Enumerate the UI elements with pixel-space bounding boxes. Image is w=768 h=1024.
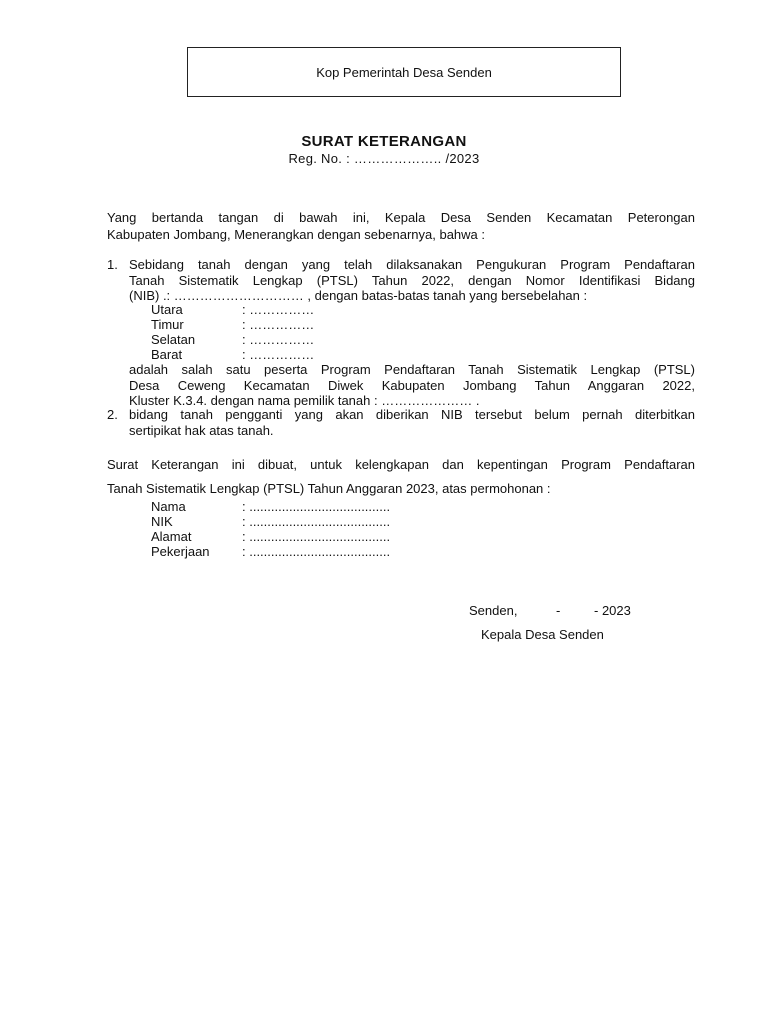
- list-item-1: [107, 257, 695, 304]
- opening-line: Yang bertanda tangan di bawah ini, Kepala Desa Senden Kecamatan Peterongan: [107, 210, 695, 225]
- boundary-row-selatan: [151, 332, 314, 347]
- boundary-label: Timur: [151, 317, 184, 332]
- opening-paragraph: [107, 209, 695, 243]
- closing-line: Tanah Sistematik Lengkap (PTSL) Tahun Anggaran 2023, atas permohonan :: [107, 481, 551, 496]
- applicant-row-alamat: [151, 529, 390, 544]
- list-number: 2.: [107, 407, 118, 422]
- document-title: SURAT KETERANGAN: [301, 133, 467, 150]
- item-line: bidang tanah pengganti yang akan diberikan NIB tersebut belum pernah diterbitkan: [129, 407, 695, 422]
- applicant-value: : .......................................: [242, 544, 391, 559]
- list-item-2: [107, 407, 695, 438]
- letterhead-text: Kop Pemerintah Desa Senden: [316, 64, 492, 80]
- list-item-1-continuation: [129, 362, 695, 409]
- applicant-row-nama: [151, 499, 390, 514]
- applicant-label: NIK: [151, 514, 173, 529]
- signature-year: - 2023: [594, 603, 631, 618]
- signature-date-dash: -: [556, 603, 561, 618]
- opening-line: Kabupaten Jombang, Menerangkan dengan sebenarnya, bahwa :: [107, 227, 486, 242]
- item-line: adalah salah satu peserta Program Pendaftaran Tanah Sistematik Lengkap (PTSL): [129, 362, 695, 377]
- applicant-value: : .......................................: [242, 514, 391, 529]
- applicant-label: Pekerjaan: [151, 544, 210, 559]
- applicant-row-nik: [151, 514, 390, 529]
- boundary-label: Selatan: [151, 332, 196, 347]
- applicant-label: Nama: [151, 499, 186, 514]
- applicant-value: : .......................................: [242, 499, 391, 514]
- boundary-value: : ……………: [242, 332, 315, 347]
- registration-number: Reg. No. : ……………….. /2023: [288, 151, 480, 166]
- item-line: Tanah Sistematik Lengkap (PTSL) Tahun 2022, dengan Nomor Identifikasi Bidang: [129, 272, 695, 288]
- boundary-row-utara: [151, 302, 314, 317]
- boundary-value: : ……………: [242, 347, 315, 362]
- closing-line: Surat Keterangan ini dibuat, untuk kelengkapan dan kepentingan Program Pendaftaran: [107, 457, 695, 472]
- boundary-value: : ……………: [242, 302, 315, 317]
- item-line: Sebidang tanah dengan yang telah dilaksanakan Pengukuran Program Pendaftaran: [129, 257, 695, 272]
- signature-place: Senden,: [469, 603, 518, 618]
- boundary-value: : ……………: [242, 317, 315, 332]
- signature-role: Kepala Desa Senden: [481, 627, 604, 642]
- boundary-row-barat: [151, 347, 314, 362]
- boundary-row-timur: [151, 317, 314, 332]
- applicant-row-pekerjaan: [151, 544, 390, 559]
- item-line: Kluster K.3.4. dengan nama pemilik tanah : ………………… .: [129, 393, 480, 408]
- applicant-label: Alamat: [151, 529, 192, 544]
- item-line: (NIB) .: ………………………… , dengan batas-batas tanah yang bersebelahan :: [129, 288, 588, 303]
- closing-paragraph: [107, 453, 695, 501]
- letterhead-box: [187, 47, 621, 97]
- item-line: sertipikat hak atas tanah.: [129, 422, 274, 438]
- boundary-label: Barat: [151, 347, 183, 362]
- boundary-label: Utara: [151, 302, 183, 317]
- applicant-value: : .......................................: [242, 529, 391, 544]
- item-line: Desa Ceweng Kecamatan Diwek Kabupaten Jombang Tahun Anggaran 2022,: [129, 377, 695, 393]
- list-number: 1.: [107, 257, 118, 272]
